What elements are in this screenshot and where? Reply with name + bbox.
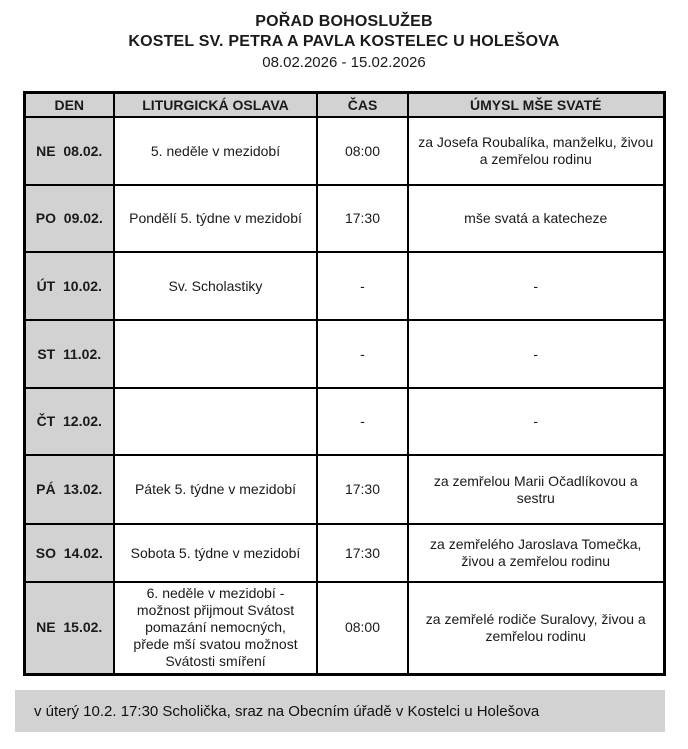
col-header-den: DEN xyxy=(24,93,114,118)
time-cell: 17:30 xyxy=(317,455,408,524)
col-header-cas: ČAS xyxy=(317,93,408,118)
liturgy-cell: 5. neděle v mezidobí xyxy=(114,117,317,185)
title-block xyxy=(0,0,688,73)
liturgy-cell xyxy=(114,320,317,388)
table-row-ne-1502 xyxy=(24,582,664,674)
liturgy-cell: Sv. Scholastiky xyxy=(114,252,317,320)
table-row-po-0902 xyxy=(24,185,664,252)
day-cell: ČT 12.02. xyxy=(24,388,114,455)
liturgy-cell: Pátek 5. týdne v mezidobí xyxy=(114,455,317,524)
intention-cell: - xyxy=(408,252,664,320)
day-cell: SO 14.02. xyxy=(24,524,114,582)
table-header-row xyxy=(24,93,664,118)
schedule-table xyxy=(23,91,666,676)
intention-cell: za zemřelou Marii Očadlíkovou a sestru xyxy=(408,455,664,524)
intention-cell: - xyxy=(408,320,664,388)
liturgy-cell xyxy=(114,388,317,455)
time-cell: 17:30 xyxy=(317,524,408,582)
table-row-ne-0802 xyxy=(24,117,664,185)
liturgy-cell: 6. neděle v mezidobí - možnost přijmout Svátost pomazání nemocných, přede mší svatou možnost Svátosti smíření xyxy=(114,582,317,674)
table-row-pa-1302 xyxy=(24,455,664,524)
time-cell: - xyxy=(317,388,408,455)
table-row-ct-1202 xyxy=(24,388,664,455)
footer-note-bar xyxy=(15,690,665,732)
intention-cell: mše svatá a katecheze xyxy=(408,185,664,252)
col-header-umysl: ÚMYSL MŠE SVATÉ xyxy=(408,93,664,118)
table-row-so-1402 xyxy=(24,524,664,582)
page-subtitle: KOSTEL SV. PETRA A PAVLA KOSTELEC U HOLEŠOVA xyxy=(128,33,560,50)
intention-cell: za Josefa Roubalíka, manželku, živou a zemřelou rodinu xyxy=(408,117,664,185)
day-cell: PÁ 13.02. xyxy=(24,455,114,524)
footer-note-text: v úterý 10.2. 17:30 Scholička, sraz na Obecním úřadě v Kostelci u Holešova xyxy=(34,702,540,720)
time-cell: 08:00 xyxy=(317,582,408,674)
intention-cell: - xyxy=(408,388,664,455)
day-cell: NE 08.02. xyxy=(24,117,114,185)
time-cell: 17:30 xyxy=(317,185,408,252)
page-title: POŘAD BOHOSLUŽEB xyxy=(255,13,433,30)
time-cell: 08:00 xyxy=(317,117,408,185)
date-range: 08.02.2026 - 15.02.2026 xyxy=(262,54,426,71)
liturgy-cell: Pondělí 5. týdne v mezidobí xyxy=(114,185,317,252)
liturgy-cell: Sobota 5. týdne v mezidobí xyxy=(114,524,317,582)
intention-cell: za zemřelého Jaroslava Tomečka, živou a zemřelou rodinu xyxy=(408,524,664,582)
day-cell: NE 15.02. xyxy=(24,582,114,674)
day-cell: PO 09.02. xyxy=(24,185,114,252)
time-cell: - xyxy=(317,320,408,388)
day-cell: ST 11.02. xyxy=(24,320,114,388)
table-row-ut-1002 xyxy=(24,252,664,320)
day-cell: ÚT 10.02. xyxy=(24,252,114,320)
table-row-st-1102 xyxy=(24,320,664,388)
time-cell: - xyxy=(317,252,408,320)
col-header-liturgicka-oslava: LITURGICKÁ OSLAVA xyxy=(114,93,317,118)
intention-cell: za zemřelé rodiče Suralovy, živou a zemřelou rodinu xyxy=(408,582,664,674)
